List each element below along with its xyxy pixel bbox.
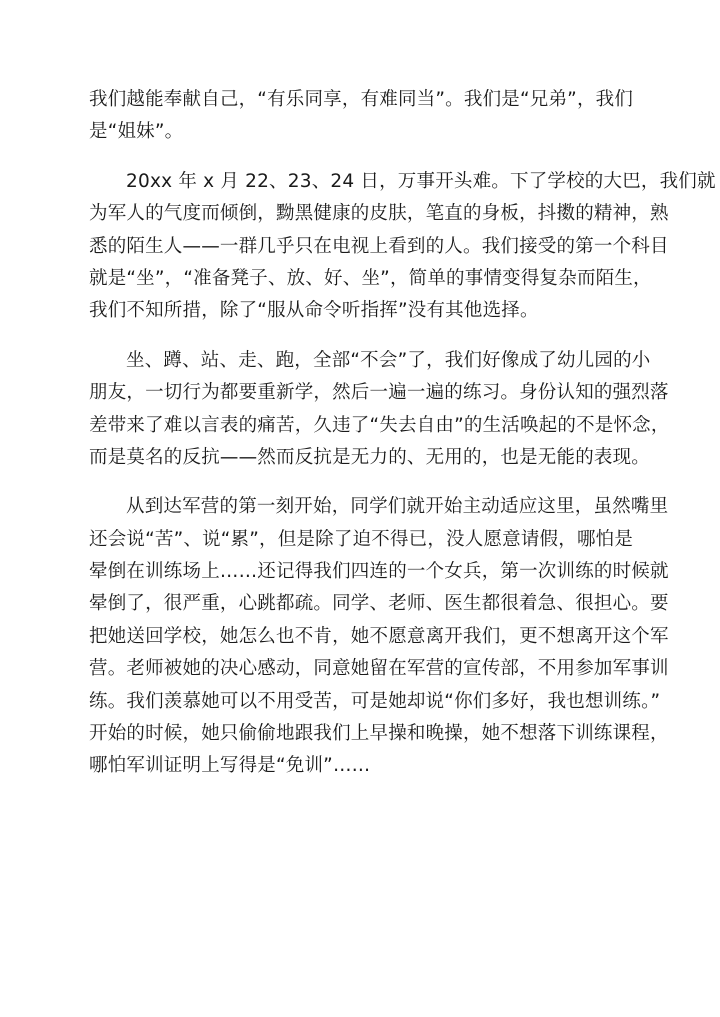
text-line: 我们越能奉献自己，“有乐同享，有难同当”。我们是“兄弟”，我们 [89, 89, 634, 110]
text-line: 20xx 年 x 月 22、23、24 日，万事开头难。下了学校的大巴，我们就 [126, 170, 716, 192]
paragraph-3 [89, 345, 670, 475]
text-line: 差带来了难以言表的痛苦，久违了“失去自由”的生活唤起的不是怀念， [89, 414, 670, 436]
text-line: 是“姐妹”。 [89, 121, 184, 143]
text-line: 坐、蹲、站、走、跑，全部“不会”了，我们好像成了幼儿园的小 [126, 349, 651, 371]
text-line: 开始的时候，她只偷偷地跟我们上早操和晚操，她不想落下训练课程， [89, 723, 669, 745]
text-line: 把她送回学校，她怎么也不肯，她不愿意离开我们，更不想离开这个军 [89, 625, 669, 647]
paragraph-1 [89, 84, 666, 149]
text-line: 晕倒了，很严重，心跳都疏。同学、老师、医生都很着急、很担心。要 [89, 593, 669, 615]
text-line: 朋友，一切行为都要重新学，然后一遍一遍的练习。身份认知的强烈落 [89, 382, 669, 404]
paragraph-2 [89, 166, 716, 328]
text-line: 哪怕军训证明上写得是“免训”…… [89, 755, 371, 777]
text-line: 就是“坐”，“准备凳子、放、好、坐”，简单的事情变得复杂而陌生， [89, 267, 652, 289]
text-line: 为军人的气度而倾倒，黝黑健康的皮肤，笔直的身板，抖擞的精神，熟 [89, 203, 669, 225]
text-line: 晕倒在训练场上……还记得我们四连的一个女兵，第一次训练的时候就 [89, 561, 669, 583]
text-line: 而是莫名的反抗——然而反抗是无力的、无用的，也是无能的表现。 [89, 446, 651, 468]
document-body [89, 84, 716, 783]
text-line: 悉的陌生人——一群几乎只在电视上看到的人。我们接受的第一个科目 [89, 235, 669, 257]
text-line: 营。老师被她的决心感动，同意她留在军营的宣传部，不用参加军事训 [89, 658, 669, 680]
text-line: 从到达军营的第一刻开始，同学们就开始主动适应这里，虽然嘴里 [126, 496, 669, 518]
text-line: 练。我们羡慕她可以不用受苦，可是她却说“你们多好，我也想训练。” [89, 690, 661, 712]
text-line: 还会说“苦”、说“累”，但是除了迫不得已，没人愿意请假，哪怕是 [89, 528, 634, 550]
text-line: 我们不知所措，除了“服从命令听指挥”没有其他选择。 [89, 300, 539, 322]
paragraph-4 [89, 491, 669, 783]
